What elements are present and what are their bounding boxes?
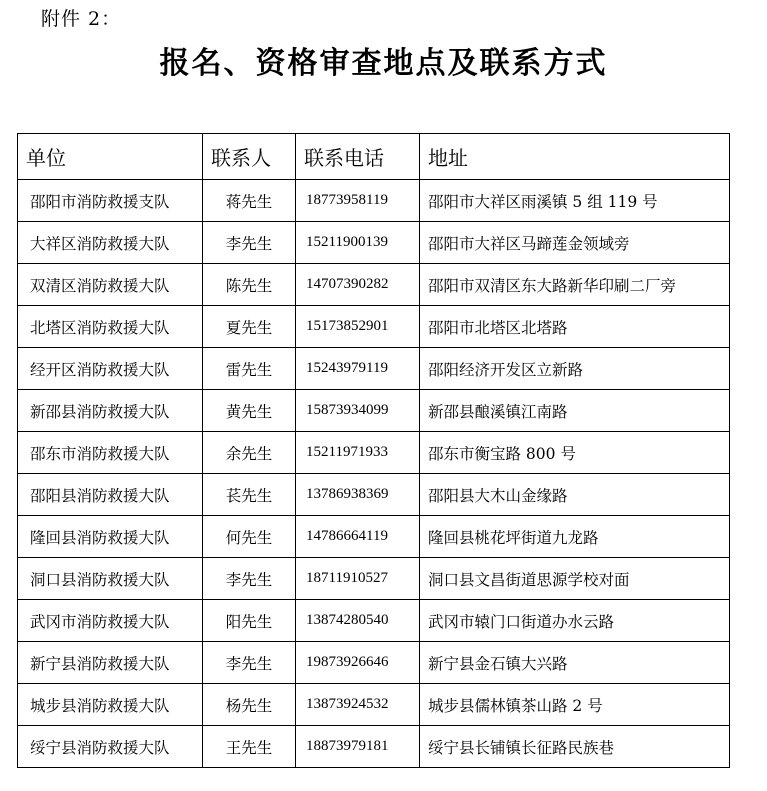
cell-phone: 19873926646 xyxy=(296,642,420,684)
cell-phone: 15211971933 xyxy=(296,432,420,474)
cell-address: 邵东市衡宝路 800 号 xyxy=(420,432,730,474)
cell-phone: 13874280540 xyxy=(296,600,420,642)
table-row xyxy=(18,306,730,348)
cell-phone: 18873979181 xyxy=(296,726,420,768)
cell-phone: 15243979119 xyxy=(296,348,420,390)
table-row xyxy=(18,726,730,768)
table-row xyxy=(18,558,730,600)
cell-unit: 大祥区消防救援大队 xyxy=(18,222,203,264)
cell-unit: 经开区消防救援大队 xyxy=(18,348,203,390)
cell-address: 邵阳市大祥区雨溪镇 5 组 119 号 xyxy=(420,180,730,222)
cell-contact: 余先生 xyxy=(203,432,296,474)
cell-unit: 北塔区消防救援大队 xyxy=(18,306,203,348)
cell-phone: 15173852901 xyxy=(296,306,420,348)
cell-phone: 14707390282 xyxy=(296,264,420,306)
cell-unit: 邵阳市消防救援支队 xyxy=(18,180,203,222)
table-row xyxy=(18,684,730,726)
cell-unit: 邵阳县消防救援大队 xyxy=(18,474,203,516)
contacts-table xyxy=(17,133,730,768)
table-row xyxy=(18,348,730,390)
table-row xyxy=(18,432,730,474)
cell-contact: 黄先生 xyxy=(203,390,296,432)
cell-contact: 李先生 xyxy=(203,222,296,264)
cell-address: 邵阳市大祥区马蹄莲金领域旁 xyxy=(420,222,730,264)
cell-phone: 13873924532 xyxy=(296,684,420,726)
cell-contact: 夏先生 xyxy=(203,306,296,348)
cell-contact: 雷先生 xyxy=(203,348,296,390)
cell-contact: 阳先生 xyxy=(203,600,296,642)
cell-phone: 15873934099 xyxy=(296,390,420,432)
header-phone: 联系电话 xyxy=(296,134,420,180)
cell-contact: 王先生 xyxy=(203,726,296,768)
cell-contact: 苌先生 xyxy=(203,474,296,516)
table-row xyxy=(18,264,730,306)
cell-unit: 绥宁县消防救援大队 xyxy=(18,726,203,768)
table-row xyxy=(18,180,730,222)
cell-address: 洞口县文昌街道思源学校对面 xyxy=(420,558,730,600)
cell-phone: 14786664119 xyxy=(296,516,420,558)
cell-contact: 何先生 xyxy=(203,516,296,558)
table-header-row xyxy=(18,134,730,180)
cell-address: 城步县儒林镇茶山路 2 号 xyxy=(420,684,730,726)
cell-address: 邵阳经济开发区立新路 xyxy=(420,348,730,390)
cell-phone: 18773958119 xyxy=(296,180,420,222)
table-row xyxy=(18,222,730,264)
table-row xyxy=(18,390,730,432)
cell-unit: 邵东市消防救援大队 xyxy=(18,432,203,474)
attachment-label: 附件 2： xyxy=(41,8,122,30)
cell-address: 武冈市辕门口街道办水云路 xyxy=(420,600,730,642)
cell-unit: 隆回县消防救援大队 xyxy=(18,516,203,558)
cell-unit: 双清区消防救援大队 xyxy=(18,264,203,306)
cell-unit: 洞口县消防救援大队 xyxy=(18,558,203,600)
cell-contact: 陈先生 xyxy=(203,264,296,306)
cell-address: 新邵县酿溪镇江南路 xyxy=(420,390,730,432)
cell-contact: 李先生 xyxy=(203,558,296,600)
document-title: 报名、资格审查地点及联系方式 xyxy=(159,46,608,81)
table-row xyxy=(18,642,730,684)
cell-unit: 新宁县消防救援大队 xyxy=(18,642,203,684)
cell-address: 新宁县金石镇大兴路 xyxy=(420,642,730,684)
cell-unit: 武冈市消防救援大队 xyxy=(18,600,203,642)
cell-address: 邵阳市北塔区北塔路 xyxy=(420,306,730,348)
header-address: 地址 xyxy=(420,134,730,180)
table-row xyxy=(18,600,730,642)
cell-address: 邵阳县大木山金缘路 xyxy=(420,474,730,516)
cell-address: 邵阳市双清区东大路新华印刷二厂旁 xyxy=(420,264,730,306)
cell-phone: 15211900139 xyxy=(296,222,420,264)
table-row xyxy=(18,474,730,516)
cell-unit: 城步县消防救援大队 xyxy=(18,684,203,726)
cell-unit: 新邵县消防救援大队 xyxy=(18,390,203,432)
cell-phone: 18711910527 xyxy=(296,558,420,600)
cell-contact: 蒋先生 xyxy=(203,180,296,222)
header-contact: 联系人 xyxy=(203,134,296,180)
cell-phone: 13786938369 xyxy=(296,474,420,516)
table-row xyxy=(18,516,730,558)
header-unit: 单位 xyxy=(18,134,203,180)
cell-address: 绥宁县长铺镇长征路民族巷 xyxy=(420,726,730,768)
cell-contact: 李先生 xyxy=(203,642,296,684)
cell-address: 隆回县桃花坪街道九龙路 xyxy=(420,516,730,558)
cell-contact: 杨先生 xyxy=(203,684,296,726)
